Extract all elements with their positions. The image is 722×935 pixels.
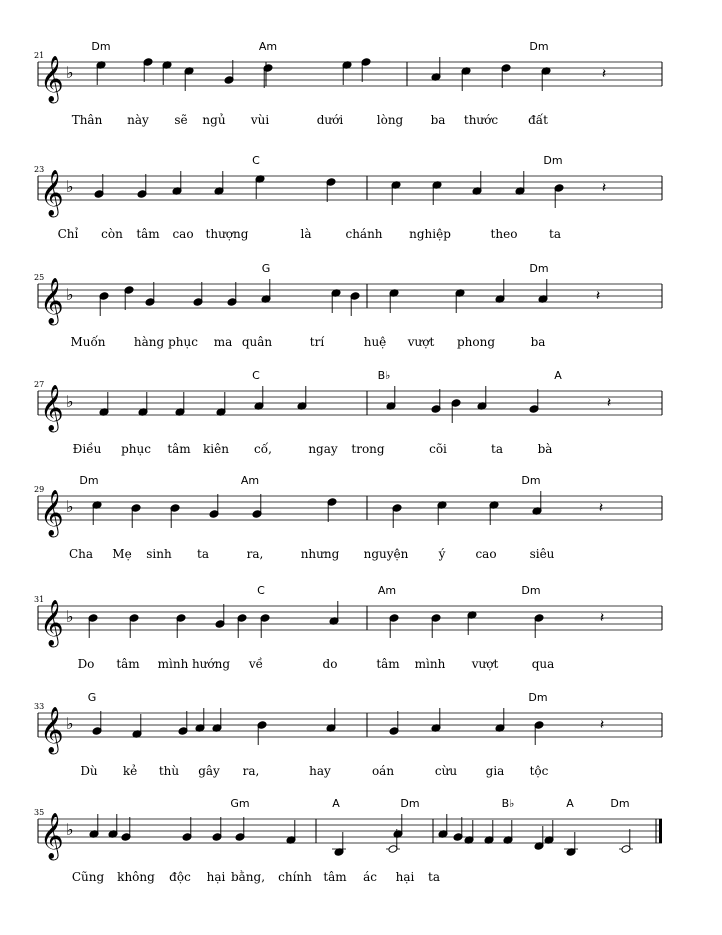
lyric-syllable: tộc — [529, 764, 549, 778]
chord-symbol: Dm — [521, 474, 541, 487]
lyric-syllable: nghiệp — [409, 227, 451, 241]
lyric-syllable: sẽ — [174, 113, 188, 127]
lyric-syllable: hại — [395, 870, 415, 884]
chord-symbol: Dm — [528, 691, 548, 704]
lyric-syllable: ta — [428, 870, 440, 884]
chord-symbol: Dm — [79, 474, 99, 487]
lyric-syllable: ác — [363, 870, 377, 884]
quarter-rest-icon: 𝄽 — [606, 395, 612, 411]
measure-number: 25 — [34, 273, 45, 282]
treble-clef-icon: 𝄞 — [40, 385, 64, 431]
lyric-syllable: cừu — [434, 764, 458, 778]
lyric-syllable: chánh — [345, 227, 383, 241]
lyric-syllable: cao — [172, 227, 194, 241]
staff-system — [34, 797, 662, 884]
chord-symbol: G — [261, 262, 271, 275]
measure-number: 27 — [34, 380, 45, 389]
chord-symbol: Dm — [529, 262, 549, 275]
lyric-syllable: cao — [475, 547, 497, 561]
lyric-syllable: vượt — [471, 657, 499, 671]
lyric-syllable: ý — [438, 547, 446, 561]
staff-system — [34, 691, 662, 778]
lyric-syllable: phục — [121, 442, 151, 456]
lyric-syllable: theo — [490, 227, 518, 241]
key-signature-flat-icon: ♭ — [66, 392, 74, 411]
lyric-syllable: ra, — [246, 547, 264, 561]
staff-system — [34, 262, 662, 349]
lyric-syllable: trí — [309, 335, 325, 349]
chord-symbol: Dm — [521, 584, 541, 597]
lyric-syllable: lòng — [376, 113, 404, 127]
measure-number: 29 — [34, 485, 45, 494]
lyric-syllable: bà — [537, 442, 553, 456]
quarter-rest-icon: 𝄽 — [601, 180, 607, 196]
quarter-rest-icon: 𝄽 — [598, 500, 604, 516]
lyric-syllable: tâm — [136, 227, 160, 241]
staff-system — [34, 40, 662, 127]
lyric-syllable: ngay — [308, 442, 338, 456]
treble-clef-icon: 𝄞 — [40, 278, 64, 324]
lyric-syllable: tâm — [376, 657, 400, 671]
treble-clef-icon: 𝄞 — [40, 813, 64, 859]
lyric-syllable: thước — [463, 113, 499, 127]
lyric-syllable: cố, — [254, 442, 272, 456]
measure-number: 33 — [34, 702, 45, 711]
chord-symbol: Dm — [400, 797, 420, 810]
quarter-rest-icon: 𝄽 — [599, 717, 605, 733]
lyric-syllable: Mẹ — [112, 547, 132, 561]
treble-clef-icon: 𝄞 — [40, 170, 64, 216]
lyric-syllable: ngủ — [202, 113, 226, 127]
lyric-syllable: Điều — [72, 442, 102, 456]
lyric-syllable: gia — [485, 764, 505, 778]
chord-symbol: C — [252, 154, 260, 167]
key-signature-flat-icon: ♭ — [66, 63, 74, 82]
lyric-syllable: còn — [101, 227, 123, 241]
chord-symbol: C — [252, 369, 260, 382]
lyric-syllable: ra, — [242, 764, 260, 778]
lyric-syllable: ta — [549, 227, 561, 241]
treble-clef-icon: 𝄞 — [40, 56, 64, 102]
lyric-syllable: đất — [528, 113, 548, 127]
final-barline-thick — [659, 819, 662, 843]
key-signature-flat-icon: ♭ — [66, 714, 74, 733]
chord-symbol: Am — [377, 584, 397, 597]
lyric-syllable: độc — [169, 870, 191, 884]
quarter-rest-icon: 𝄽 — [595, 288, 601, 304]
chord-symbol: B♭ — [377, 369, 391, 382]
lyric-syllable: vùi — [250, 113, 270, 127]
lyric-syllable: bằng, — [230, 870, 266, 884]
chord-symbol: A — [554, 369, 562, 382]
chord-symbol: B♭ — [501, 797, 515, 810]
staff-system — [34, 474, 662, 561]
lyric-syllable: Cũng — [71, 870, 105, 884]
lyric-syllable: phong — [456, 335, 496, 349]
lyric-syllable: ma — [213, 335, 233, 349]
chord-symbol: Am — [240, 474, 260, 487]
quarter-rest-icon: 𝄽 — [601, 66, 607, 82]
chord-symbol: Am — [258, 40, 278, 53]
lyric-syllable: sinh — [146, 547, 172, 561]
chord-symbol: Gm — [230, 797, 250, 810]
lyric-syllable: này — [127, 113, 149, 127]
lyric-syllable: Thân — [71, 113, 103, 127]
lyric-syllable: mình — [414, 657, 446, 671]
lyric-syllable: Dù — [80, 764, 98, 778]
lyric-syllable: do — [322, 657, 338, 671]
treble-clef-icon: 𝄞 — [40, 600, 64, 646]
chord-symbol: A — [566, 797, 574, 810]
lyric-syllable: ba — [430, 113, 446, 127]
lyric-syllable: mình — [157, 657, 189, 671]
lyric-syllable: chính — [278, 870, 312, 884]
lyric-syllable: trong — [351, 442, 385, 456]
lyric-syllable: tâm — [116, 657, 140, 671]
lyric-syllable: nguyện — [363, 547, 409, 561]
key-signature-flat-icon: ♭ — [66, 820, 74, 839]
chord-symbol: Dm — [610, 797, 630, 810]
lyric-syllable: không — [117, 870, 155, 884]
lyric-syllable: quân — [241, 335, 273, 349]
lyric-syllable: cõi — [429, 442, 447, 456]
treble-clef-icon: 𝄞 — [40, 707, 64, 753]
lyric-syllable: dưới — [316, 113, 344, 127]
lyric-syllable: ta — [197, 547, 209, 561]
chord-symbol: Dm — [543, 154, 563, 167]
lyric-syllable: hàng — [133, 335, 165, 349]
lyric-syllable: Cha — [68, 547, 94, 561]
key-signature-flat-icon: ♭ — [66, 607, 74, 626]
lyric-syllable: ta — [491, 442, 503, 456]
measure-number: 31 — [34, 595, 45, 604]
lyric-syllable: oán — [371, 764, 395, 778]
key-signature-flat-icon: ♭ — [66, 285, 74, 304]
lyric-syllable: Muốn — [70, 335, 106, 349]
lyric-syllable: về — [248, 657, 264, 671]
chord-symbol: G — [87, 691, 97, 704]
key-signature-flat-icon: ♭ — [66, 177, 74, 196]
quarter-rest-icon: 𝄽 — [599, 610, 605, 626]
lyric-syllable: Chỉ — [57, 227, 79, 241]
key-signature-flat-icon: ♭ — [66, 497, 74, 516]
staff-system — [34, 584, 662, 671]
measure-number: 21 — [34, 51, 45, 60]
lyric-syllable: hướng — [191, 657, 231, 671]
lyric-syllable: Do — [77, 657, 95, 671]
lyric-syllable: kẻ — [122, 764, 138, 778]
measure-number: 35 — [34, 808, 45, 817]
lyric-syllable: phục — [168, 335, 198, 349]
chord-symbol: Dm — [529, 40, 549, 53]
chord-symbol: A — [332, 797, 340, 810]
chord-symbol: C — [257, 584, 265, 597]
lyric-syllable: ba — [530, 335, 546, 349]
lyric-syllable: siêu — [529, 547, 555, 561]
treble-clef-icon: 𝄞 — [40, 490, 64, 536]
lyric-syllable: tâm — [167, 442, 191, 456]
lyric-syllable: gây — [198, 764, 220, 778]
lyric-syllable: nhưng — [300, 547, 340, 561]
measure-number: 23 — [34, 165, 45, 174]
lyric-syllable: huệ — [363, 335, 387, 349]
staff-system — [34, 154, 662, 241]
lyric-syllable: kiên — [203, 442, 229, 456]
lyric-syllable: thượng — [205, 227, 249, 241]
lyric-syllable: hay — [309, 764, 331, 778]
lyric-syllable: tâm — [323, 870, 347, 884]
lyric-syllable: là — [300, 227, 312, 241]
staff-system — [34, 369, 662, 456]
lyric-syllable: vượt — [407, 335, 435, 349]
lyric-syllable: hại — [206, 870, 226, 884]
chord-symbol: Dm — [91, 40, 111, 53]
lyric-syllable: qua — [531, 657, 555, 671]
lyric-syllable: thù — [158, 764, 180, 778]
